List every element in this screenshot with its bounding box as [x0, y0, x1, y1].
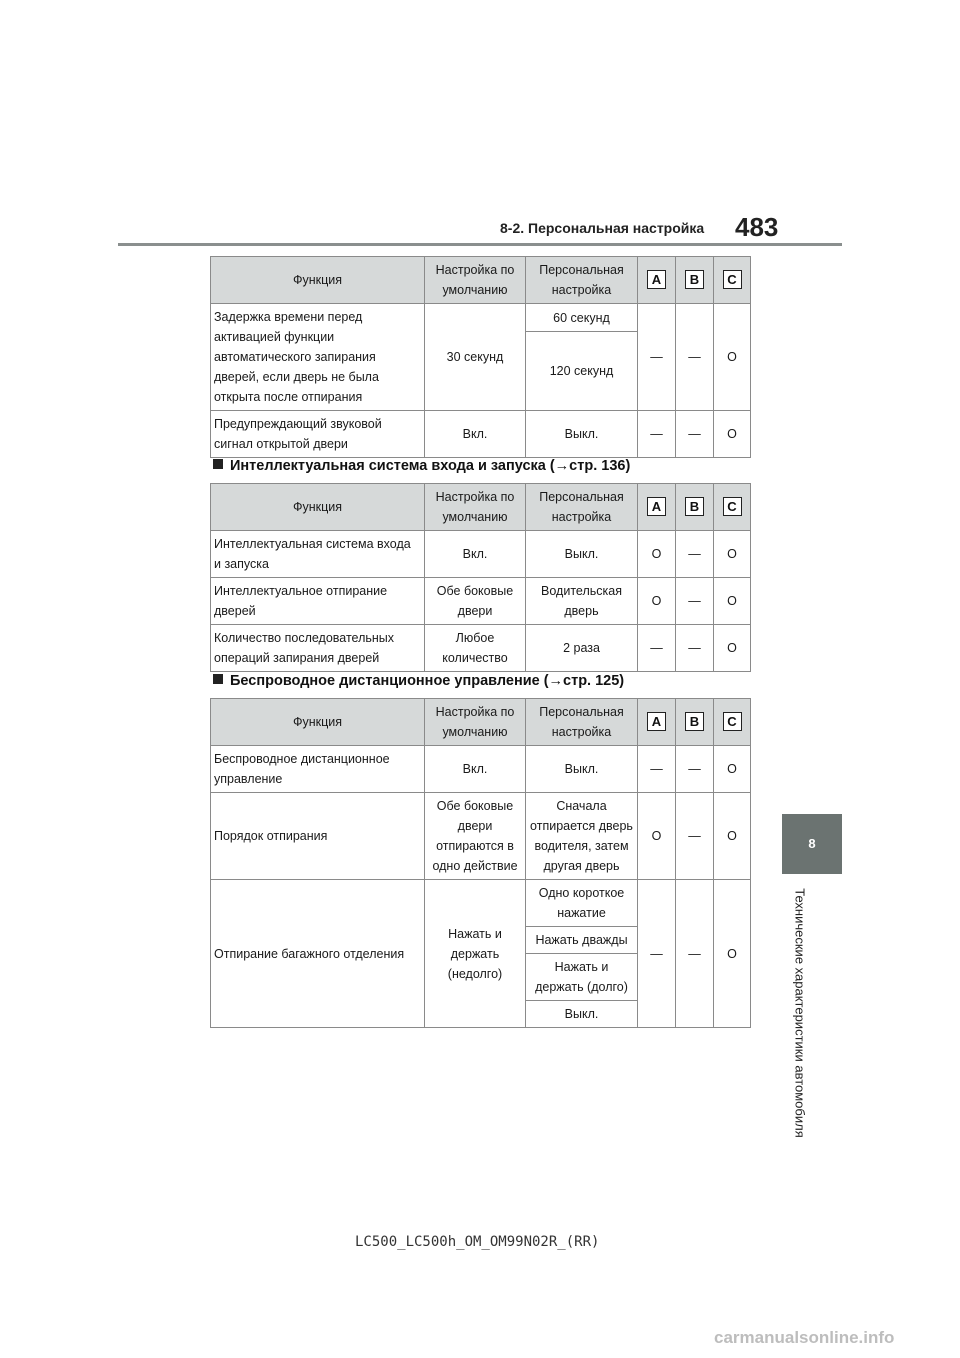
header-rule [118, 243, 842, 246]
cell-b: — [676, 793, 714, 880]
chapter-title: Технические характеристики автомобиля [792, 887, 808, 1138]
cell-c: O [714, 625, 751, 672]
cell-a: — [638, 411, 676, 458]
cell-b: — [676, 625, 714, 672]
badge-a: A [647, 712, 666, 731]
cell-custom-option: Одно короткое нажатие [526, 880, 638, 927]
col-header-custom: Персональная настройка [526, 699, 638, 746]
col-header-b [676, 484, 714, 531]
cell-c: O [714, 746, 751, 793]
col-header-custom: Персональная настройка [526, 257, 638, 304]
cell-custom: Выкл. [526, 531, 638, 578]
cell-custom-option: 60 секунд [526, 304, 638, 332]
page-number: 483 [735, 212, 779, 242]
col-header-custom: Персональная настройка [526, 484, 638, 531]
cell-a: O [638, 578, 676, 625]
cell-custom-option: Выкл. [526, 1001, 638, 1028]
cell-function: Порядок отпирания [211, 793, 425, 880]
cell-c: O [714, 793, 751, 880]
col-header-function: Функция [211, 484, 425, 531]
site-watermark: carmanualsonline.info [714, 1328, 895, 1347]
cell-b: — [676, 578, 714, 625]
cell-function: Интеллектуальная система входа и запуска [211, 531, 425, 578]
cell-b: — [676, 880, 714, 1028]
cell-custom-option: Нажать дважды [526, 927, 638, 954]
col-header-default: Настройка по умолчанию [425, 484, 526, 531]
cell-default: Обе боковые двери [425, 578, 526, 625]
cell-default: Вкл. [425, 411, 526, 458]
cell-default: Вкл. [425, 746, 526, 793]
chapter-tab: 8 [782, 814, 842, 874]
section-heading-smart-entry [213, 458, 630, 474]
cell-default: 30 секунд [425, 304, 526, 411]
cell-function: Отпирание багажного отделения [211, 880, 425, 1028]
document-code: LC500_LC500h_OM_OM99N02R_(RR) [355, 1234, 600, 1250]
badge-a: A [647, 270, 666, 289]
cell-a: O [638, 793, 676, 880]
col-header-b [676, 699, 714, 746]
col-header-c [714, 484, 751, 531]
cell-custom: Водительская дверь [526, 578, 638, 625]
cell-default: Обе боковые двери отпираются в одно действие [425, 793, 526, 880]
cell-a: — [638, 880, 676, 1028]
cell-c: O [714, 531, 751, 578]
cell-c: O [714, 411, 751, 458]
cell-custom: 2 раза [526, 625, 638, 672]
section-title: 8-2. Персональная настройка [500, 220, 705, 236]
badge-a: A [647, 497, 666, 516]
badge-b: B [685, 270, 704, 289]
cell-function: Предупреждающий звуковой сигнал открытой двери [211, 411, 425, 458]
cell-a: — [638, 304, 676, 411]
cell-default: Нажать и держать (недолго) [425, 880, 526, 1028]
cell-b: — [676, 531, 714, 578]
badge-c: C [723, 712, 742, 731]
badge-b: B [685, 497, 704, 516]
col-header-a [638, 484, 676, 531]
cell-function: Задержка времени перед активацией функции автоматического запирания дверей, если дверь не была открыта после отпирания [211, 304, 425, 411]
col-header-b [676, 257, 714, 304]
col-header-a [638, 257, 676, 304]
col-header-function: Функция [211, 699, 425, 746]
badge-b: B [685, 712, 704, 731]
cell-custom: Выкл. [526, 746, 638, 793]
col-header-default: Настройка по умолчанию [425, 257, 526, 304]
cell-custom-option: 120 секунд [526, 332, 638, 411]
col-header-c [714, 699, 751, 746]
badge-c: C [723, 497, 742, 516]
cell-b: — [676, 746, 714, 793]
cell-b: — [676, 411, 714, 458]
cell-c: O [714, 304, 751, 411]
cell-b: — [676, 304, 714, 411]
table-auto-lock [210, 256, 751, 458]
cell-custom: Сначала отпирается дверь водителя, затем другая дверь [526, 793, 638, 880]
cell-a: — [638, 625, 676, 672]
cell-c: O [714, 880, 751, 1028]
chapter-side-label [782, 880, 818, 1145]
section-heading-text: Беспроводное дистанционное управление (→стр. 125) [230, 673, 625, 689]
section-heading-wireless-remote [213, 673, 624, 689]
cell-function: Интеллектуальное отпирание дверей [211, 578, 425, 625]
col-header-a [638, 699, 676, 746]
table-smart-entry [210, 483, 751, 672]
col-header-function: Функция [211, 257, 425, 304]
cell-a: — [638, 746, 676, 793]
cell-default: Любое количество [425, 625, 526, 672]
cell-function: Количество последовательных операций запирания дверей [211, 625, 425, 672]
col-header-default: Настройка по умолчанию [425, 699, 526, 746]
table-wireless-remote [210, 698, 751, 1028]
col-header-c [714, 257, 751, 304]
badge-c: C [723, 270, 742, 289]
cell-a: O [638, 531, 676, 578]
cell-default: Вкл. [425, 531, 526, 578]
cell-custom: Выкл. [526, 411, 638, 458]
bullet-square-icon [213, 674, 223, 684]
cell-function: Беспроводное дистанционное управление [211, 746, 425, 793]
cell-c: O [714, 578, 751, 625]
bullet-square-icon [213, 459, 223, 469]
cell-custom-option: Нажать и держать (долго) [526, 954, 638, 1001]
section-heading-text: Интеллектуальная система входа и запуска (→стр. 136) [230, 458, 631, 474]
